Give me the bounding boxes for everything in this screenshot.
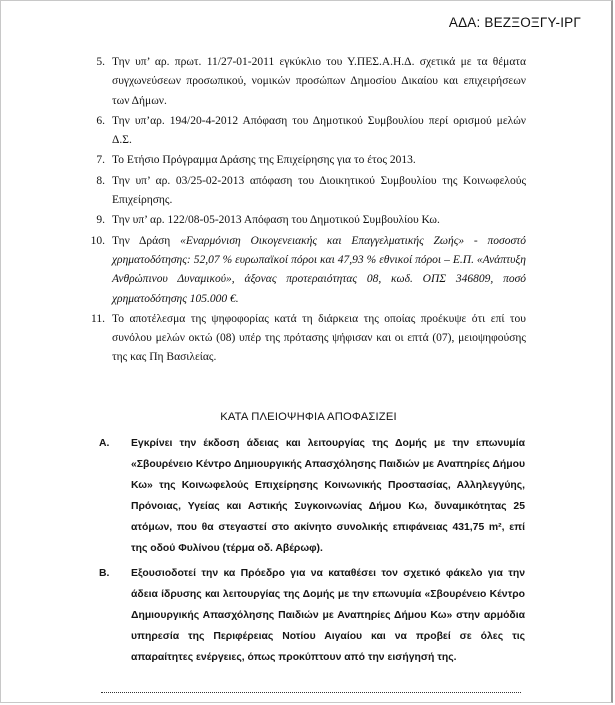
text-segment: Το αποτέλεσμα της ψηφοφορίας κατά τη διάρκεια της οποίας προέκυψε ότι επί του συνόλου μελών οκτώ (08) υπέρ της πρότασης ψήφισαν και οι επτά (07), μειοψηφούσης της κας Πη Βασιλείας. [112, 312, 526, 364]
list-item-number: 9. [96, 214, 105, 227]
list-item-number: 11. [91, 312, 105, 325]
list-item-text [98, 211, 526, 230]
text-segment: Το Ετήσιο Πρόγραμμα Δράσης της Επιχείρησης για το έτος 2013. [112, 154, 416, 167]
decisions-list [99, 433, 525, 668]
list-item-text [98, 151, 526, 170]
decision-text: Εξουσιοδοτεί την κα Πρόεδρο για να καταθέσει τον σχετικό φάκελο για την άδεια ίδρυσης και λειτουργίας της Δομής με την επωνυμία «Σβουρένειο Κέντρο Δημιουργικής Απασχόλησης Παιδιών με Αναπηρίες Δήμου Κω» στην αρμόδια υπηρεσία της Περιφέρειας Νοτίου Αιγαίου και να προβεί σε όλες τις απαραίτητες ενέργειες, όπως προκύπτουν από την εισήγησή της. [131, 568, 525, 663]
decision-item [99, 563, 525, 668]
list-item-text [98, 172, 526, 211]
list-item [98, 211, 526, 230]
italic-text-segment: «Εναρμόνιση Οικογενειακής και Επαγγελματικής Ζωής» - ποσοστό χρηματοδότησης: 52,07 % ευρωπαϊκοί πόροι και 47,93 % εθνικοί πόροι – Ε.Π. «Ανάπτυξη Ανθρώπινου Δυναμικού», άξονας προτεραιότητας 08, κωδ. ΟΠΣ 346809, ποσό χρηματοδότησης 105.000 €. [112, 234, 526, 305]
decision-letter: Β. [99, 568, 110, 579]
text-segment: Την υπ’ αρ. πρωτ. 11/27-01-2011 εγκύκλιο του Υ.ΠΕΣ.Α.Η.Δ. σχετικά με τα θέματα συγχωνεύσεων προσωπικού, νομικών προσώπων Δημοσίου Δικαίου και επιχειρήσεων των Δήμων. [112, 56, 526, 107]
list-item [98, 172, 526, 211]
list-item [98, 53, 526, 111]
text-segment: Την υπ’ αρ. 122/08-05-2013 Απόφαση του Δημοτικού Συμβουλίου Κω. [112, 214, 440, 227]
text-segment: Την υπ’αρ. 194/20-4-2012 Απόφαση του Δημοτικού Συμβουλίου περί ορισμού μελών Δ.Σ. [112, 114, 526, 147]
list-item-number: 5. [96, 56, 105, 68]
decision-letter: Α. [99, 438, 110, 449]
list-item-number: 8. [96, 174, 105, 187]
list-item-text [98, 112, 526, 151]
considerations-list [90, 53, 526, 369]
list-item [98, 151, 526, 170]
list-item-text [98, 310, 526, 368]
decision-heading: ΚΑΤΑ ΠΛΕΙΟΨΗΦΙΑ ΑΠΟΦΑΣΙΖΕΙ [220, 411, 397, 423]
list-item [91, 310, 526, 368]
list-item-text [98, 232, 526, 309]
list-item-number: 7. [96, 154, 105, 167]
text-segment: Την υπ’ αρ. 03/25-02-2013 απόφαση του Διοικητικού Συμβουλίου της Κοινωφελούς Επιχείρησης. [112, 174, 526, 207]
dotted-separator [101, 692, 521, 693]
list-item [98, 112, 526, 151]
decision-text: Εγκρίνει την έκδοση άδειας και λειτουργίας της Δομής με την επωνυμία «Σβουρένειο Κέντρο Δημιουργικής Απασχόλησης Παιδιών με Αναπηρίες Δήμου Κω» της Κοινωφελούς Επιχείρησης Κοινωνικής Προστασίας, Αλληλεγγύης, Πρόνοιας, Υγείας και Αστικής Συγκοινωνίας Δήμου Κω, δυναμικότητας 25 ατόμων, που θα στεγαστεί στο ακίνητο συνολικής επιφάνειας 431,75 m², επί της οδού Φυλίνου (τέρμα οδ. Αβέρωφ). [131, 438, 525, 554]
ada-code: ΑΔΑ: ΒΕΖΞΟΞΓΥ-ΙΡΓ [448, 15, 581, 30]
list-item [90, 232, 526, 309]
list-item-number: 10. [90, 234, 105, 247]
list-item-number: 6. [96, 114, 105, 127]
text-segment: Την Δράση [112, 234, 181, 247]
list-item-text [98, 53, 526, 111]
decision-item [99, 433, 525, 559]
